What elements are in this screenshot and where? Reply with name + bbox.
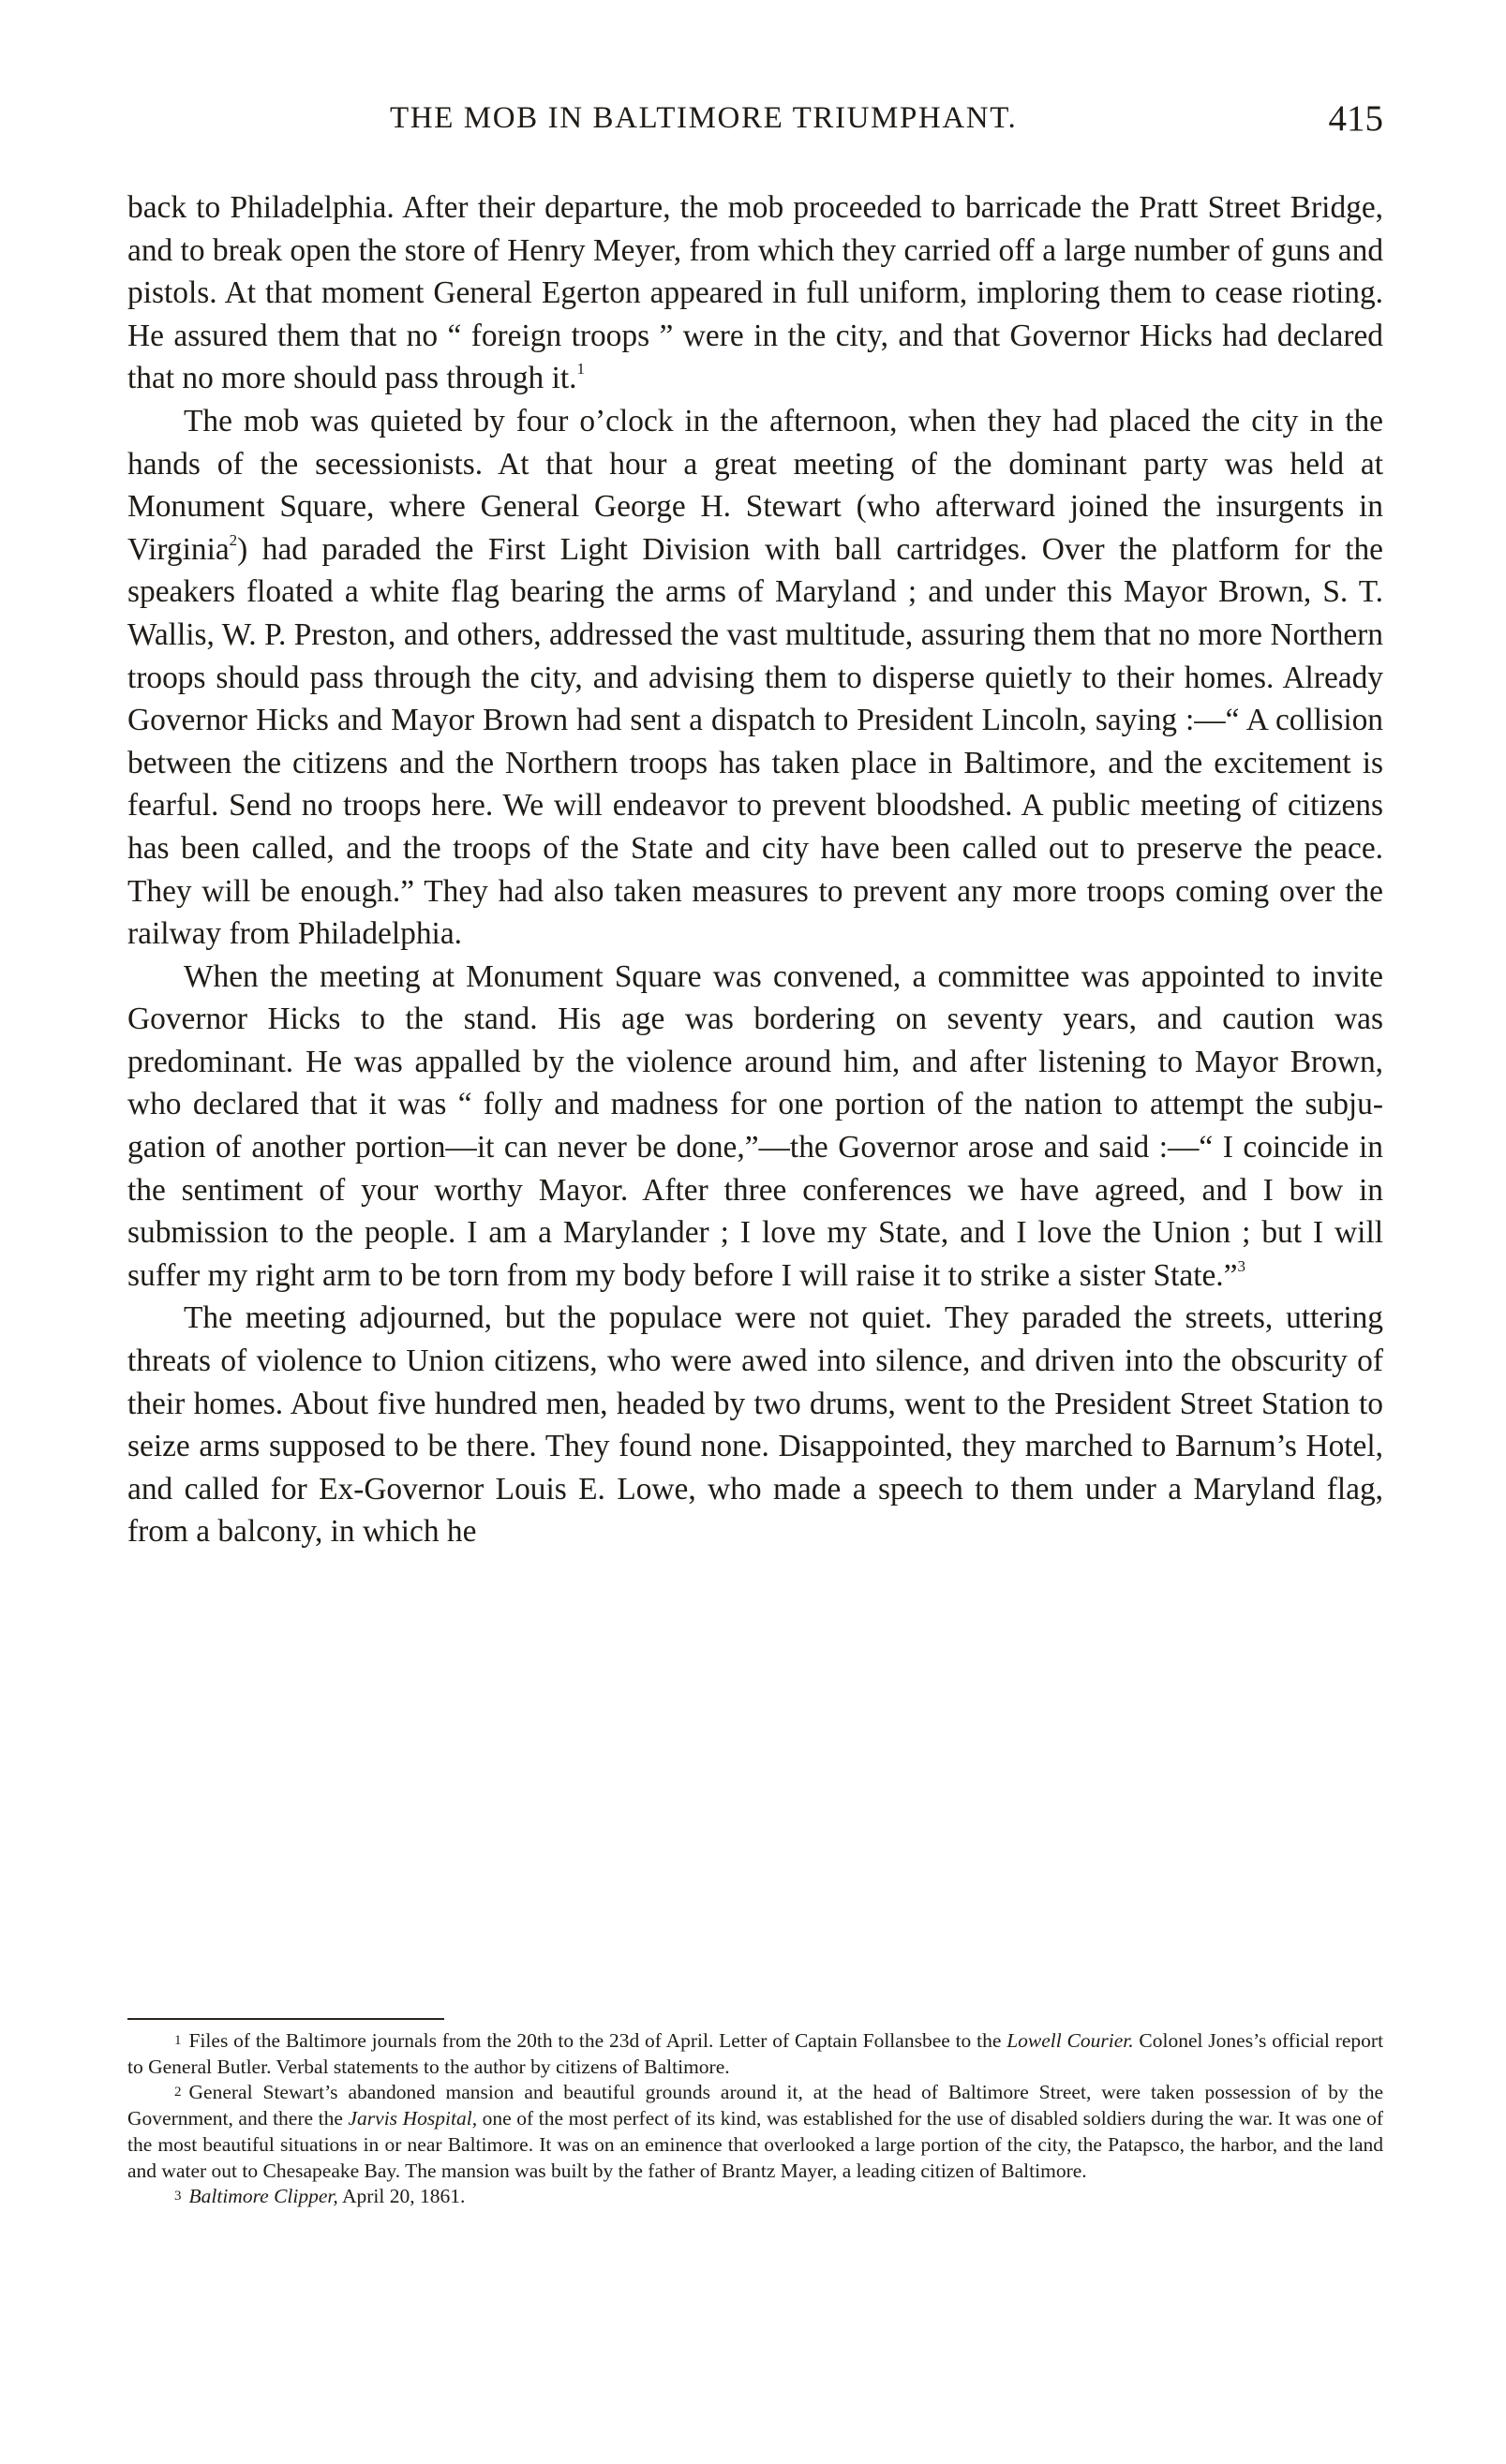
footnote-text: one of the most perfect of its kind, was established for the use of disabled soldiers during the war. It was one of the most beautiful situations in or near Baltimore. It was on an eminence that overlooked a large portion of the city, the Patapsco, the harbor, and the land and water out to Chesapeake Bay. The mansion was built by the father of Brantz Mayer, a leading citizen of Baltimore.: [127, 2107, 1383, 2182]
footnote-text: Files of the Baltimore journals from the 20th to the 23d of April. Letter of Captain Follansbee to the: [188, 2029, 1002, 2052]
footnote-text: General Stewart’s abandoned mansion and beautiful grounds around it, at the head of Baltimore Street, were taken possession of by the Government, and there the: [127, 2081, 1383, 2130]
paragraph: [127, 186, 1383, 400]
paragraph-text: back to Philadelphia. After their departure, the mob proceeded to barricade the Pratt Street Bridge, and to break open the store of Henry Meyer, from which they carried off a large number of guns and pistols. At that moment General Egerton appeared in full uniform, imploring them to cease rioting. He assured them that no “ foreign troops ” were in the city, and that Governor Hicks had declared that no more should pass through it.: [127, 190, 1384, 396]
footnotes: [127, 2028, 1383, 2210]
footnote-mark: 3: [174, 2189, 182, 2204]
footnote: [127, 2184, 1383, 2210]
footnote-text: Colonel Jones’s official report to General Butler. Verbal statements to the author by citizens of Baltimore.: [127, 2029, 1384, 2078]
footnote-ref: 2: [229, 530, 238, 549]
paragraph: [127, 1297, 1383, 1553]
footnote-rule: [127, 2018, 444, 2020]
footnote-mark: 1: [174, 2033, 182, 2048]
footnote: [127, 2080, 1383, 2184]
page-number: 415: [1328, 98, 1383, 139]
footnote: [127, 2028, 1383, 2080]
paragraph-text: ) had paraded the First Light Division with ball cartridges. Over the platform for the speakers floated a white flag bearing the arms of Maryland ; and under this Mayor Brown, S. T. Wallis, W. P. Preston, and others, addressed the vast multitude, assuring them that no more Northern troops should pass through the city, and advising them to disperse quietly to their homes. Already Governor Hicks and Mayor Brown had sent a dispatch to President Lincoln, saying :—“ A collision between the citizens and the Northern troops has taken place in Baltimore, and the excitement is fearful. Send no troops here. We will endeavor to prevent bloodshed. A public meeting of citizens has been called, and the troops of the State and city have been called out to preserve the peace. They will be enough.” They had also taken measures to prevent any more troops coming over the railway from Philadelphia.: [127, 531, 1383, 952]
paragraph: [127, 400, 1383, 956]
footnote-text: April 20, 1861.: [341, 2185, 466, 2208]
paragraph-text: The meeting adjourned, but the populace were not quiet. They paraded the streets, uttering threats of violence to Union citizens, who were awed into silence, and driven into the obscurity of their homes. About five hundred men, headed by two drums, went to the President Street Station to seize arms supposed to be there. They found none. Disappointed, they marched to Barnum’s Hotel, and called for Ex-Governor Louis E. Lowe, who made a speech to them under a Maryland flag, from a balcony, in which he: [127, 1300, 1383, 1550]
footnote-italic: Baltimore Clipper,: [188, 2185, 338, 2208]
footnote-ref: 1: [576, 360, 585, 379]
paragraph-text: When the meeting at Monument Square was convened, a committee was appointed to invite Governor Hicks to the stand. His age was bordering on seventy years, and caution was predominant. He was appalled by the violence around him, and after listening to Mayor Brown, who declared that it was “ folly and madness for one portion of the nation to attempt the subjugation of another portion—it can never be done,”—the Governor arose and said :—“ I coincide in the sentiment of your worthy Mayor. After three conferences we have agreed, and I bow in submission to the people. I am a Marylander ; I love my State, and I love the Union ; but I will suffer my right arm to be torn from my body before I will raise it to strike a sister State.”: [127, 958, 1383, 1293]
body-text: [127, 186, 1384, 1550]
running-title: THE MOB IN BALTIMORE TRIUMPHANT.: [390, 101, 1018, 135]
footnote-italic: Jarvis Hospital,: [348, 2107, 478, 2130]
paragraph: [127, 956, 1383, 1298]
page-header: [127, 98, 1383, 148]
paragraph-text: The mob was quieted by four o’clock in the afternoon, when they had placed the city in the hands of the secessionists. At that hour a great meeting of the dominant party was held at Monument Square, where General George H. Stewart (who afterward joined the insurgents in Virginia: [127, 403, 1383, 567]
footnote-italic: Lowell Courier.: [1006, 2029, 1134, 2052]
footnote-ref: 3: [1237, 1256, 1245, 1275]
footnote-mark: 2: [174, 2085, 182, 2100]
